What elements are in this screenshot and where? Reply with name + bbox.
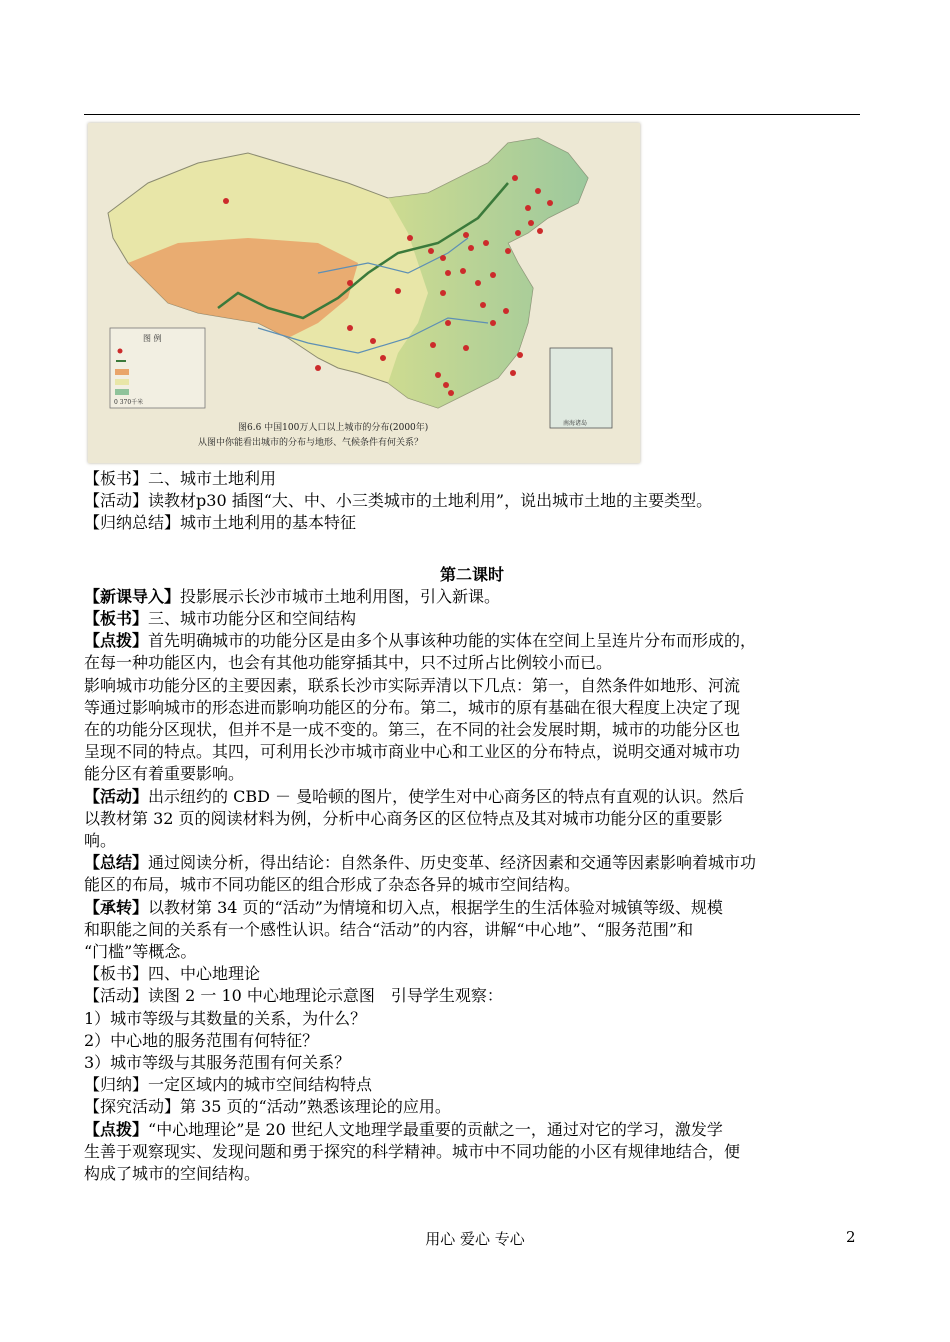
tip2-line-1: 【点拨】“中心地理论”是 20 世纪人文地理学最重要的贡献之一，通过对它的学习，激发学 [84, 1119, 723, 1139]
explore-paragraph: 【探究活动】第 35 页的“活动”熟悉该理论的应用。 [84, 1097, 451, 1117]
transition-line-3: “门槛”等概念。 [84, 942, 197, 962]
map-question: 从图中你能看出城市的分布与地形、气候条件有何关系？ [198, 438, 424, 448]
intro-paragraph: 【新课导入】投影展示长沙市城市土地利用图，引入新课。 [84, 586, 501, 606]
summary-line-2: 能区的布局，城市不同功能区的组合形成了杂态各异的城市空间结构。 [84, 875, 581, 895]
activity-cbd-line-2: 以教材第 32 页的阅读材料为例，分析中心商务区的区位特点及其对城市功能分区的重要影 [84, 808, 723, 828]
question-1: 1）城市等级与其数量的关系，为什么？ [84, 1008, 367, 1028]
activity-cbd-line-1: 【活动】出示纽约的 CBD － 曼哈顿的图片，使学生对中心商务区的特点有直观的认识。然后 [84, 786, 745, 806]
transition-line-2: 和职能之间的关系有一个感性认识。结合“活动”的内容，讲解“中心地”、“服务范围”和 [84, 919, 694, 939]
header-rule [84, 114, 860, 115]
factor-line-5: 能分区有着重要影响。 [84, 764, 245, 784]
question-2: 2）中心地的服务范围有何特征？ [84, 1030, 319, 1050]
page-footer: 用心 爱心 专心 [425, 1230, 525, 1248]
map-scale: 0 370千米 [114, 399, 144, 406]
map-caption: 图6.6 中国100万人口以上城市的分布(2000年) [238, 423, 429, 433]
activity-central-place: 【活动】读图 2 一 10 中心地理论示意图 引导学生观察： [84, 986, 503, 1006]
question-3: 3）城市等级与其服务范围有何关系？ [84, 1053, 351, 1073]
board-paragraph-2: 【板书】四、中心地理论 [84, 964, 261, 984]
factor-line-4: 呈现不同的特点。其四，可利用长沙市城市商业中心和工业区的分布特点，说明交通对城市功 [84, 742, 741, 762]
paragraph-board-1: 【板书】二、城市土地利用 [84, 469, 277, 488]
factor-line-1: 影响城市功能分区的主要因素，联系长沙市实际弄清以下几点：第一，自然条件如地形、河流 [84, 675, 741, 695]
tip2-line-3: 构成了城市的空间结构。 [84, 1164, 261, 1184]
conclude-paragraph: 【归纳】一定区域内的城市空间结构特点 [84, 1075, 373, 1095]
activity-cbd-line-3: 响。 [84, 831, 117, 851]
document-body [84, 468, 860, 1185]
tip-paragraph-line-1: 【点拨】首先明确城市的功能分区是由多个从事该种功能的实体在空间上呈连片分布而形成的， [84, 631, 757, 651]
board-paragraph: 【板书】三、城市功能分区和空间结构 [84, 609, 357, 629]
tip-paragraph-line-2: 在每一种功能区内，也会有其他功能穿插其中，只不过所占比例较小而已。 [84, 653, 613, 673]
paragraph-summary-1: 【归纳总结】城市土地利用的基本特征 [84, 513, 357, 533]
transition-line-1: 【承转】以教材第 34 页的“活动”为情境和切入点，根据学生的生活体验对城镇等级、规模 [84, 897, 723, 917]
tip2-line-2: 生善于观察现实、发现问题和勇于探究的科学精神。城市中不同功能的小区有规律地结合，便 [84, 1141, 741, 1161]
china-city-distribution-map [88, 123, 640, 463]
page-number: 2 [846, 1228, 856, 1246]
summary-line-1: 【总结】通过阅读分析，得出结论：自然条件、历史变革、经济因素和交通等因素影响着城市功 [84, 853, 757, 873]
factor-line-2: 等通过影响城市的形态进而影响功能区的分布。第二，城市的原有基础在很大程度上决定了现 [84, 697, 741, 717]
legend-title: 图 例 [143, 334, 162, 343]
paragraph-activity-1: 【活动】读教材p30 插图“大、中、小三类城市的土地利用”，说出城市土地的主要类型。 [84, 491, 713, 511]
factor-line-3: 在的功能分区现状，但并不是一成不变的。第三，在不同的社会发展时期，城市的功能分区也 [84, 720, 741, 740]
section-title: 第二课时 [439, 564, 504, 584]
inset-label: 南海诸岛 [563, 420, 588, 427]
